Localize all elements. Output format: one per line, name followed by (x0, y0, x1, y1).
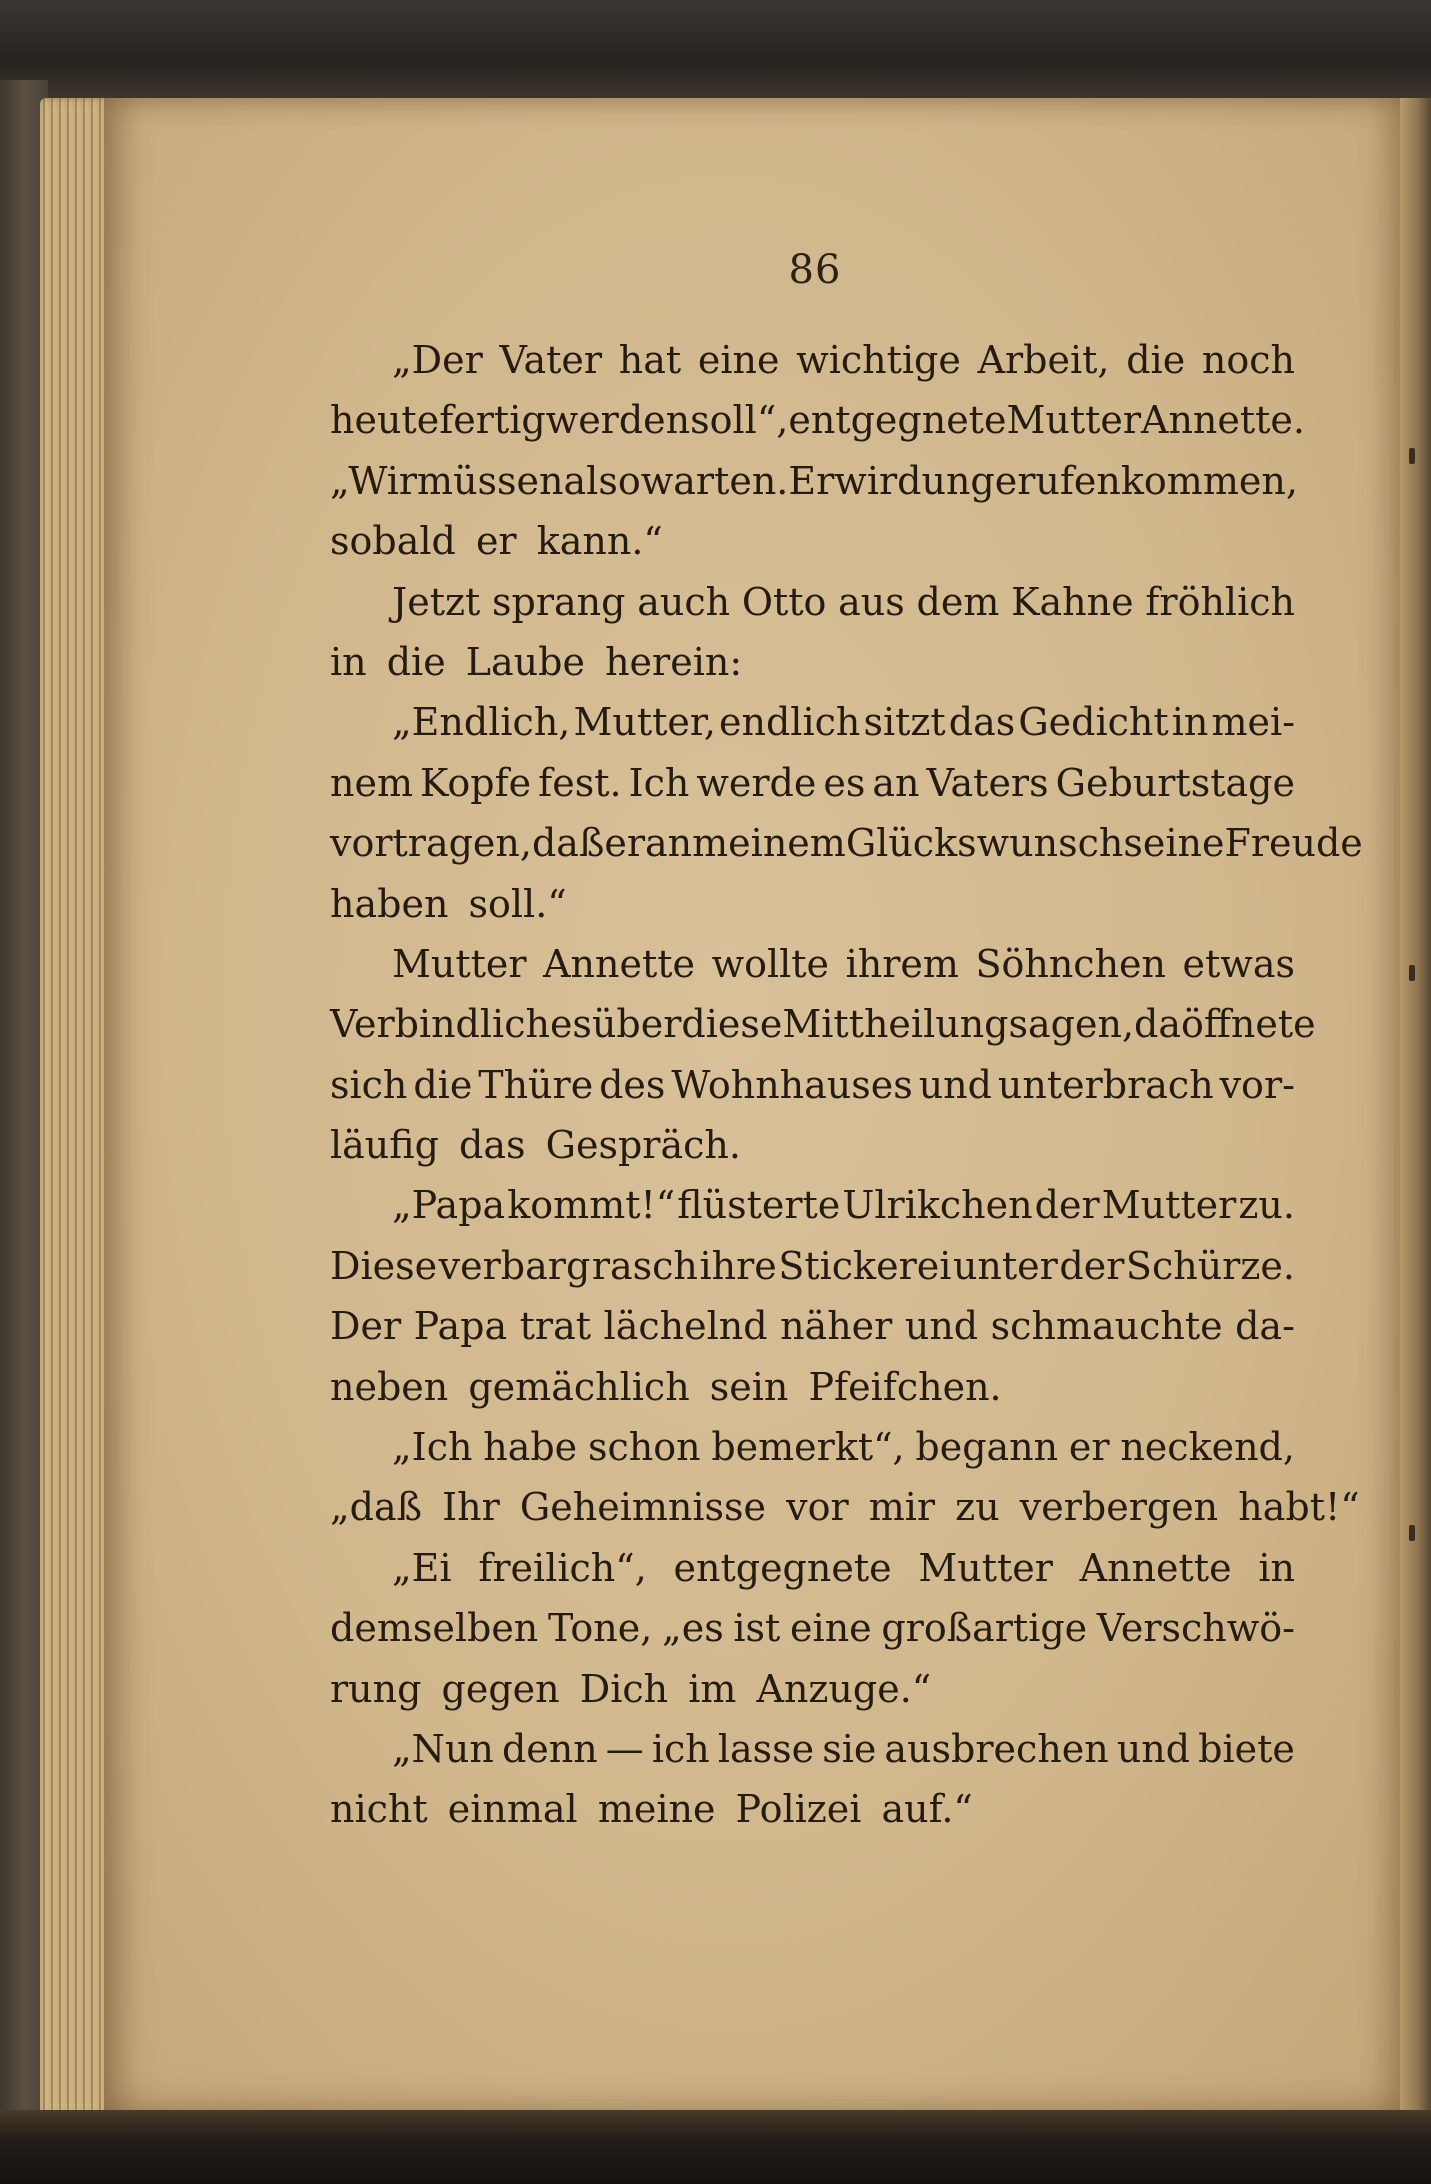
text-word: des (599, 1062, 666, 1107)
text-line (330, 1115, 1295, 1175)
text-word: sich (330, 1062, 408, 1107)
text-word: vortragen, (330, 821, 532, 866)
text-word: ihre (699, 1243, 777, 1288)
text-line (330, 451, 1298, 511)
text-word: unter (952, 1243, 1058, 1288)
text-word: nem (330, 760, 413, 805)
text-word: das (459, 1123, 526, 1168)
text-word: warten. (640, 458, 789, 503)
text-word: herein: (605, 639, 743, 684)
text-word: fertig (439, 398, 546, 443)
text-word: Diese (330, 1243, 438, 1288)
text-word: in (1258, 1545, 1295, 1590)
text-word: sein (709, 1364, 789, 1409)
text-word: rung (330, 1666, 422, 1711)
text-word: Kahne (1011, 579, 1134, 624)
text-word: heute (330, 398, 440, 443)
text-word: lächelnd (603, 1304, 768, 1349)
text-word: Tone, (547, 1606, 653, 1651)
text-line (330, 1417, 1295, 1477)
text-word: Geburtstage (1055, 760, 1295, 805)
text-word: „Wir (330, 458, 418, 503)
text-word: Polizei (735, 1787, 862, 1832)
text-word: Laube (465, 639, 585, 684)
text-word: Annette. (1141, 398, 1306, 443)
text-word: also (563, 458, 641, 503)
text-word: rasch (591, 1243, 698, 1288)
text-line (330, 632, 1295, 692)
text-word: über (591, 1002, 682, 1047)
text-line (330, 1598, 1295, 1658)
text-line (330, 1477, 1360, 1537)
text-word: Verschwö- (1096, 1606, 1295, 1651)
text-word: der (1059, 1243, 1125, 1288)
text-word: Geheimnisse (519, 1485, 767, 1530)
text-word: neben (330, 1364, 449, 1409)
text-word: auf.“ (881, 1787, 973, 1832)
text-word: verbarg (438, 1243, 591, 1288)
text-word: entgegnete (673, 1545, 892, 1590)
text-line (330, 994, 1316, 1054)
text-word: das (948, 700, 1016, 745)
text-word: ihrem (845, 941, 959, 986)
text-word: sagen, (1008, 1002, 1135, 1047)
text-word: einmal (447, 1787, 578, 1832)
text-word: Thüre (478, 1062, 594, 1107)
text-word: an (645, 821, 693, 866)
text-word: Vaters (926, 760, 1049, 805)
text-word: hat (618, 338, 682, 382)
text-word: soll.“ (468, 881, 567, 926)
text-word: Mutter (392, 941, 527, 986)
text-word: schmauchte (990, 1304, 1223, 1349)
text-word: ausbrechen (884, 1726, 1109, 1771)
text-word: ist (733, 1606, 781, 1651)
text-word: seine (1123, 821, 1225, 866)
page-stack-edge (40, 98, 112, 2130)
text-word: freilich“, (478, 1545, 647, 1590)
text-word: daß (531, 821, 605, 866)
text-word: müssen (417, 458, 564, 503)
text-word: Ich (628, 760, 690, 805)
text-word: Kopfe (420, 760, 532, 805)
margin-mark (1409, 448, 1415, 464)
text-word: habe (483, 1425, 578, 1470)
text-line (330, 572, 1295, 632)
text-word: es (823, 760, 866, 805)
text-word: „Ich (392, 1425, 473, 1470)
text-word: Otto (741, 579, 827, 624)
text-word: „Ei (392, 1545, 452, 1590)
text-word: zu. (1238, 1183, 1295, 1228)
text-word: die (413, 1062, 473, 1107)
text-word: „Der (392, 338, 483, 382)
text-word: werde (696, 760, 817, 805)
text-word: biete (1198, 1726, 1295, 1771)
text-word: Söhnchen (975, 941, 1167, 986)
text-line (330, 934, 1295, 994)
text-word: „es (662, 1606, 724, 1651)
text-line (330, 753, 1295, 813)
text-word: Mutter, (573, 700, 716, 745)
text-word: sprang (492, 579, 626, 624)
text-word: „daß (330, 1485, 423, 1530)
text-word: Arbeit, (977, 338, 1110, 382)
text-word: und (1116, 1726, 1191, 1771)
text-word: mei- (1211, 700, 1295, 745)
text-line (330, 813, 1363, 873)
text-word: soll“, (690, 398, 789, 443)
page-text (330, 330, 1363, 1840)
text-line (330, 330, 1295, 390)
text-line (330, 1236, 1295, 1296)
page-gutter-shadow (1400, 98, 1431, 2138)
text-word: — (605, 1726, 644, 1771)
text-word: noch (1201, 338, 1295, 382)
text-line (330, 874, 1295, 934)
text-word: die (1126, 338, 1186, 382)
text-line (330, 1296, 1295, 1356)
text-word: werden (545, 398, 691, 443)
text-word: aus (838, 579, 905, 624)
text-word: verbergen (1019, 1485, 1219, 1530)
text-word: auch (637, 579, 731, 624)
text-word: Anzuge.“ (756, 1666, 932, 1711)
text-word: „Papa (392, 1183, 506, 1228)
text-word: näher (780, 1304, 893, 1349)
text-word: flüsterte (677, 1183, 841, 1228)
text-word: Vater (499, 338, 603, 382)
text-word: meinem (692, 821, 846, 866)
text-word: haben (330, 881, 449, 926)
text-word: endlich (719, 700, 861, 745)
text-word: zu (955, 1485, 1000, 1530)
text-word: Ihr (442, 1485, 500, 1530)
text-word: wichtige (796, 338, 961, 382)
text-word: Freude (1224, 821, 1363, 866)
text-word: denn (501, 1726, 598, 1771)
text-word: Stickerei (778, 1243, 952, 1288)
text-word: demselben (330, 1606, 539, 1651)
text-word: ungerufen (921, 458, 1121, 503)
text-word: dem (916, 579, 1000, 624)
text-word: der (1034, 1183, 1100, 1228)
text-word: sitzt (863, 700, 946, 745)
text-line (330, 1175, 1295, 1235)
text-word: Mittheilung (782, 1002, 1009, 1047)
text-word: Ulrikchen (842, 1183, 1033, 1228)
text-word: gegen (441, 1666, 560, 1711)
text-word: gemächlich (468, 1364, 690, 1409)
text-word: fest. (538, 760, 622, 805)
text-word: Jetzt (392, 579, 481, 624)
text-line (330, 1659, 1295, 1719)
text-word: läufig (330, 1123, 439, 1168)
text-word: neckend, (1120, 1425, 1295, 1470)
text-word: unterbrach (997, 1062, 1214, 1107)
text-line (330, 1055, 1295, 1115)
book-bottom-edge (0, 2110, 1431, 2184)
text-line (330, 511, 1295, 571)
text-word: kommt!“ (507, 1183, 676, 1228)
text-word: mir (868, 1485, 936, 1530)
text-word: eine (697, 338, 780, 382)
page-number: 86 (788, 247, 842, 293)
text-word: habt!“ (1238, 1485, 1360, 1530)
text-word: lasse (717, 1726, 815, 1771)
text-word: im (688, 1666, 737, 1711)
text-word: entgegnete (788, 398, 1007, 443)
text-word: sie (822, 1726, 877, 1771)
text-word: er (604, 821, 645, 866)
text-word: nicht (330, 1787, 428, 1832)
text-word: ich (651, 1726, 710, 1771)
text-word: Pfeifchen. (808, 1364, 1002, 1409)
text-word: trat (519, 1304, 592, 1349)
text-word: kann.“ (536, 519, 663, 564)
text-word: da- (1235, 1304, 1295, 1349)
text-line (330, 1719, 1295, 1779)
text-word: in (1171, 700, 1209, 745)
text-word: „Endlich, (392, 700, 571, 745)
text-line (330, 1779, 1295, 1839)
text-word: wird (834, 458, 922, 503)
text-word: da (1134, 1002, 1182, 1047)
text-line (330, 692, 1295, 752)
text-word: vor- (1219, 1062, 1295, 1107)
text-word: er (1068, 1425, 1110, 1470)
text-word: öffnete (1181, 1002, 1316, 1047)
text-word: „Nun (392, 1726, 494, 1771)
text-word: Mutter (918, 1545, 1053, 1590)
text-word: großartige (881, 1606, 1088, 1651)
book-top-edge (0, 0, 1431, 100)
text-word: fröhlich (1145, 579, 1295, 624)
text-word: kommen, (1120, 458, 1298, 503)
text-word: und (918, 1062, 992, 1107)
margin-mark (1409, 965, 1415, 981)
text-word: Wohnhauses (671, 1062, 913, 1107)
text-word: er (475, 519, 517, 564)
text-line (330, 390, 1306, 450)
text-word: die (386, 639, 446, 684)
text-word: und (904, 1304, 979, 1349)
text-word: Mutter (1101, 1183, 1237, 1228)
text-word: in (330, 639, 367, 684)
text-word: Verbindliches (330, 1002, 592, 1047)
text-word: Annette (543, 941, 696, 986)
text-word: Dich (579, 1666, 669, 1711)
text-word: eine (790, 1606, 872, 1651)
text-word: Papa (413, 1304, 508, 1349)
text-word: bemerkt“, (711, 1425, 905, 1470)
text-word: diese (681, 1002, 783, 1047)
text-word: etwas (1182, 941, 1295, 986)
text-word: an (872, 760, 920, 805)
text-word: sobald (330, 519, 456, 564)
text-word: Glückswunsch (845, 821, 1124, 866)
text-word: Annette (1079, 1545, 1232, 1590)
text-word: begann (915, 1425, 1059, 1470)
text-word: Gedicht (1018, 700, 1169, 745)
text-word: Gespräch. (545, 1123, 741, 1168)
text-word: Mutter (1006, 398, 1142, 443)
text-word: vor (786, 1485, 849, 1530)
margin-mark (1409, 1525, 1415, 1541)
text-word: Schürze. (1125, 1243, 1295, 1288)
text-word: wollte (711, 941, 830, 986)
text-word: meine (597, 1787, 716, 1832)
text-line (330, 1357, 1295, 1417)
text-word: Er (788, 458, 835, 503)
text-word: schon (587, 1425, 701, 1470)
text-word: Der (330, 1304, 402, 1349)
text-line (330, 1538, 1295, 1598)
